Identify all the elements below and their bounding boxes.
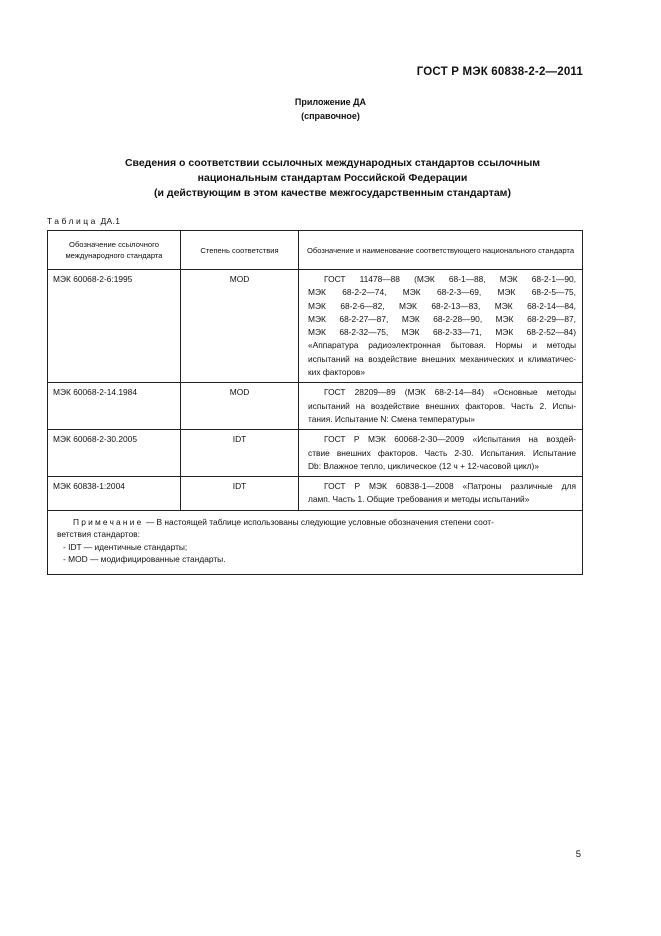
national-line: ГОСТ Р МЭК 60838-1—2008 «Патроны различные для bbox=[324, 481, 576, 492]
title-line-2: национальным стандартам Российской Федерации bbox=[197, 172, 468, 184]
note-text-line-1: — В настоящей таблице использованы следующие условные обозначения степени соот- bbox=[145, 516, 494, 527]
national-line: МЭК 68-2-2—74, МЭК 68-2-3—69, МЭК 68-2-5—75, bbox=[308, 287, 576, 298]
note-first-line bbox=[57, 516, 576, 529]
table-header-row bbox=[48, 231, 583, 270]
header-degree: Степень соответствия bbox=[181, 231, 299, 270]
table-row bbox=[48, 477, 583, 511]
header-intl-standard: Обозначение ссылочного международного стандарта bbox=[48, 231, 181, 270]
title-line-3: (и действующим в этом качестве межгосударственным стандартам) bbox=[154, 187, 511, 199]
national-line: ГОСТ 11478—88 (МЭК 68-1—88, МЭК 68-2-1—90, bbox=[324, 274, 576, 284]
national-line: тания. Испытание N: Смена температуры» bbox=[308, 413, 475, 424]
national-line: Db: Влажное тепло, циклическое (12 ч + 12-часовой цикл)» bbox=[308, 460, 539, 471]
table-row bbox=[48, 430, 583, 477]
intl-standard-cell: МЭК 60068-2-14.1984 bbox=[48, 383, 181, 430]
national-line: ламп. Часть 1. Общие требования и методы испытаний» bbox=[308, 494, 530, 505]
table-note-row bbox=[48, 510, 583, 574]
page-number: 5 bbox=[575, 849, 581, 860]
national-line: ствие внешних факторов. Часть 2-30. Испытания. Испытание bbox=[308, 447, 576, 458]
document-header: ГОСТ Р МЭК 60838-2-2—2011 bbox=[416, 66, 583, 78]
title-line-1: Сведения о соответствии ссылочных международных стандартов ссылочным bbox=[124, 157, 541, 169]
national-standard-cell bbox=[299, 383, 583, 430]
annex-main-title bbox=[40, 156, 625, 201]
table-row bbox=[48, 383, 583, 430]
national-standard-cell bbox=[299, 270, 583, 383]
national-line: испытаний на воздействие внешних факторов. Часть 2. Испы- bbox=[308, 400, 576, 411]
annex-subtitle: (справочное) bbox=[301, 111, 360, 121]
degree-cell: IDT bbox=[181, 477, 299, 511]
note-text-line-2: ветствия стандартов: bbox=[57, 529, 140, 540]
table-row bbox=[48, 270, 583, 383]
degree-cell: IDT bbox=[181, 430, 299, 477]
note-item: - MOD — модифицированные стандарты. bbox=[63, 554, 226, 565]
national-line: ГОСТ 28209—89 (МЭК 68-2-14—84) «Основные методы bbox=[324, 387, 576, 398]
national-line: МЭК 68-2-32—75, МЭК 68-2-33—71, МЭК 68-2-52—84) bbox=[308, 327, 576, 338]
national-line: «Аппаратура радиоэлектронная бытовая. Нормы и методы bbox=[308, 340, 576, 351]
intl-standard-cell: МЭК 60838-1:2004 bbox=[48, 477, 181, 511]
table-caption bbox=[47, 216, 120, 226]
national-line: ГОСТ Р МЭК 60068-2-30—2009 «Испытания на воздей- bbox=[324, 434, 576, 445]
national-line: МЭК 68-2-6—82, МЭК 68-2-13—83, МЭК 68-2-14—84, bbox=[308, 300, 576, 311]
table-caption-prefix: Таблица bbox=[47, 216, 98, 226]
note-label: Примечание bbox=[73, 516, 144, 527]
table-note bbox=[48, 510, 583, 574]
national-standard-cell bbox=[299, 430, 583, 477]
national-standard-cell bbox=[299, 477, 583, 511]
national-line: ких факторов» bbox=[308, 367, 365, 378]
header-national-standard: Обозначение и наименование соответствующего национального стандарта bbox=[299, 231, 583, 270]
national-line: МЭК 68-2-27—87, МЭК 68-2-28—90, МЭК 68-2-29—87, bbox=[308, 313, 576, 324]
annex-title-block bbox=[0, 95, 661, 123]
correspondence-table bbox=[47, 230, 583, 575]
degree-cell: MOD bbox=[181, 383, 299, 430]
table-caption-number: ДА.1 bbox=[100, 216, 121, 226]
intl-standard-cell: МЭК 60068-2-30.2005 bbox=[48, 430, 181, 477]
degree-cell: MOD bbox=[181, 270, 299, 383]
intl-standard-cell: МЭК 60068-2-6:1995 bbox=[48, 270, 181, 383]
annex-title: Приложение ДА bbox=[294, 97, 367, 107]
national-line: испытаний на воздействие внешних механических и климатичес- bbox=[308, 353, 576, 364]
note-item: - IDT — идентичные стандарты; bbox=[63, 541, 188, 552]
